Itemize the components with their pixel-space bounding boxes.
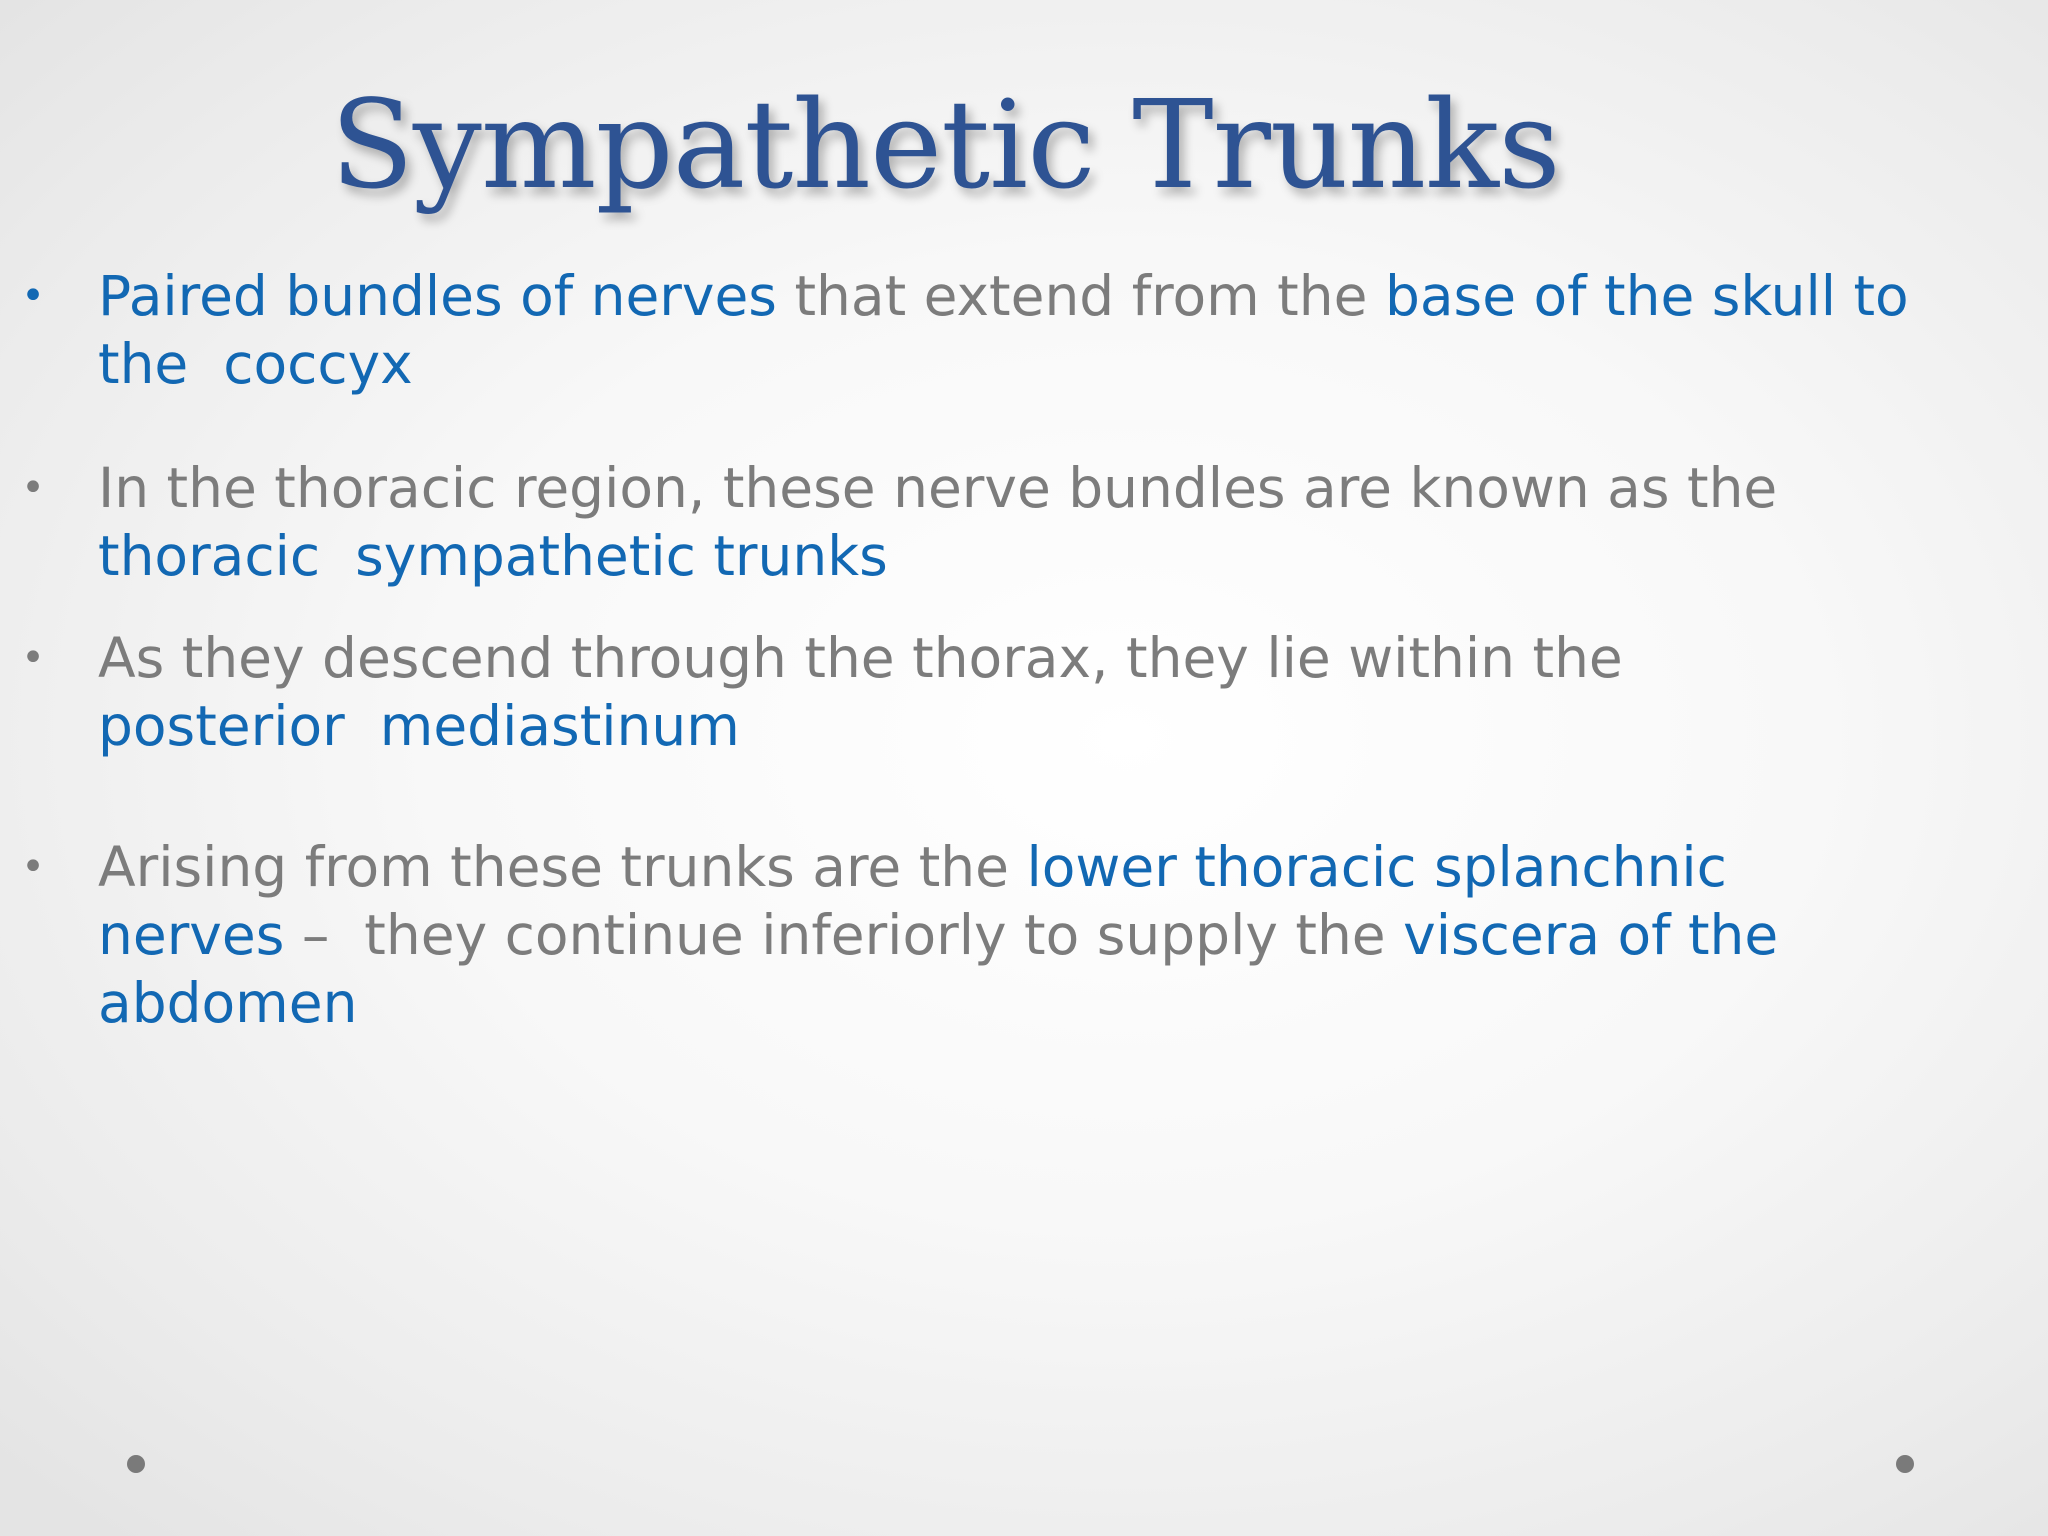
bullet-item [21,262,1998,398]
bullet-line [98,901,1998,969]
bullet-item [21,624,1998,760]
highlighted-text: nerves [98,903,285,967]
bullet-line [98,454,1998,522]
bullet-marker: • [21,844,45,890]
bullet-marker: • [21,465,45,511]
bullet-line [98,522,1998,590]
bullet-line [98,833,1998,901]
bullet-item [21,454,1998,590]
bullet-line [98,262,1998,330]
highlighted-text: lower thoracic splanchnic [1026,835,1727,899]
corner-dot-left [127,1455,145,1473]
body-text: As they descend through the thorax, they lie within the [98,626,1623,690]
corner-dot-right [1896,1455,1914,1473]
bullet-line [98,624,1998,692]
highlighted-text: Paired bundles of nerves [98,264,777,328]
bullet-line [98,969,1998,1037]
highlighted-text: base of the skull to [1384,264,1909,328]
bullet-line [98,330,1998,398]
body-text: that extend from the [776,264,1385,328]
highlighted-text: the coccyx [98,332,413,396]
bullet-line [98,692,1998,760]
bullet-marker: • [21,273,45,319]
highlighted-text: posterior mediastinum [98,694,740,758]
body-text: – they continue inferiorly to supply the [284,903,1404,967]
highlighted-text: abdomen [98,971,358,1035]
slide-title: Sympathetic Trunks [330,74,1560,216]
bullet-marker: • [21,635,45,681]
bullet-item [21,833,1998,1037]
body-text: In the thoracic region, these nerve bundles are known as the [98,456,1778,520]
highlighted-text: thoracic sympathetic trunks [98,524,888,588]
body-text: Arising from these trunks are the [98,835,1027,899]
highlighted-text: viscera of the [1403,903,1779,967]
